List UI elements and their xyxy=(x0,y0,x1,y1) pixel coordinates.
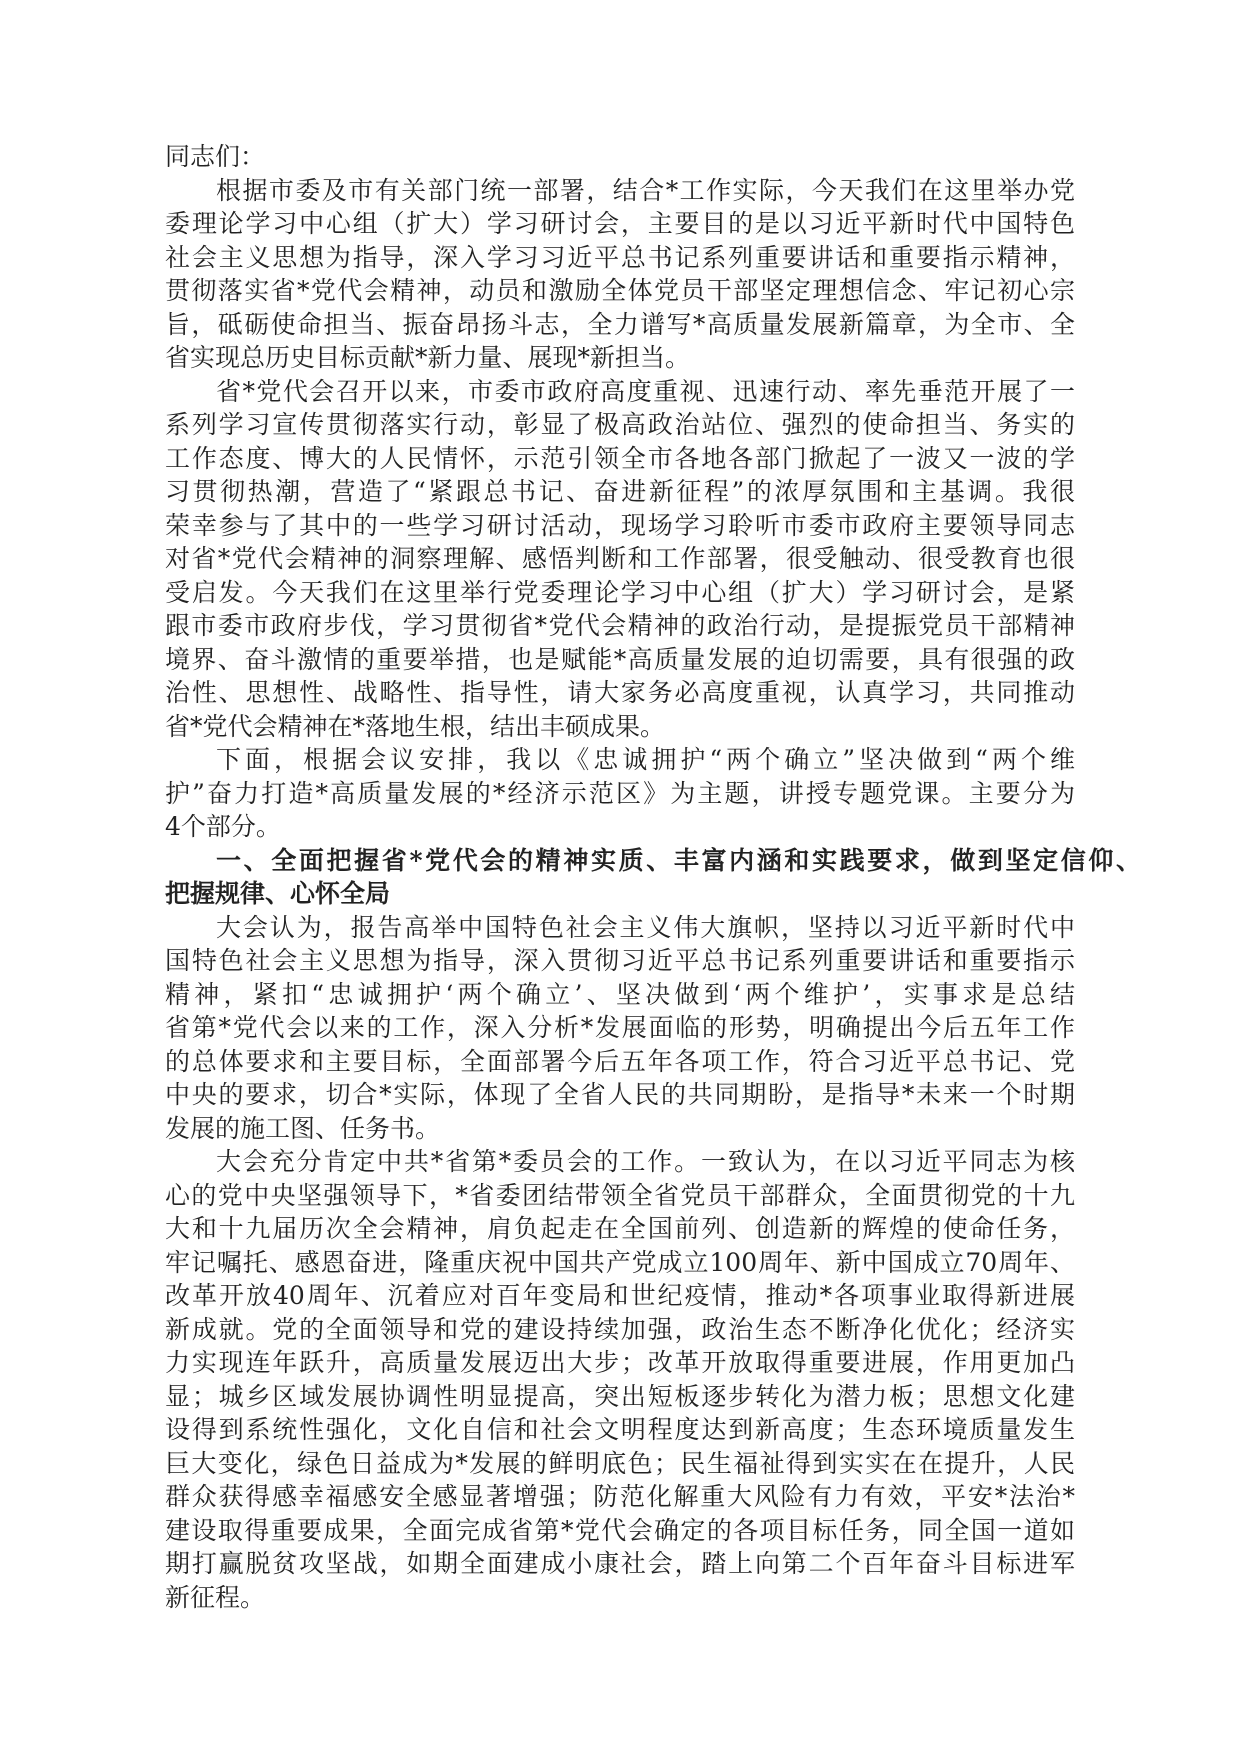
text-line: 牢记嘱托、感恩奋进，隆重庆祝中国共产党成立100周年、新中国成立70周年、 xyxy=(165,1247,1075,1277)
text-line: 大和十九届历次全会精神，肩负起走在全国前列、创造新的辉煌的使命任务， xyxy=(165,1214,1075,1243)
text-line: 心的党中央坚强领导下，*省委团结带领全省党员干部群众，全面贯彻党的十九 xyxy=(165,1180,1075,1210)
text-line: 新成就。党的全面领导和党的建设持续加强，政治生态不断净化优化；经济实 xyxy=(165,1314,1075,1344)
text-line: 4个部分。 xyxy=(165,812,281,841)
text-line: 国特色社会主义思想为指导，深入贯彻习近平总书记系列重要讲话和重要指示 xyxy=(165,946,1075,975)
text-line: 建设取得重要成果，全面完成省第*党代会确定的各项目标任务，同全国一道如 xyxy=(165,1515,1075,1545)
paragraph-achievements xyxy=(165,1145,1075,1614)
text-line: 巨大变化，绿色日益成为*发展的鲜明底色；民生福祉得到实实在在提升，人民 xyxy=(165,1448,1075,1478)
text-line: 习贯彻热潮，营造了“紧跟总书记、奋进新征程”的浓厚氛围和主基调。我很 xyxy=(165,477,1075,506)
text-line: 护”奋力打造*高质量发展的*经济示范区》为主题，讲授专题党课。主要分为 xyxy=(165,778,1075,808)
heading-line: 把握规律、心怀全局 xyxy=(165,879,391,908)
heading-line: 一、全面把握省*党代会的精神实质、丰富内涵和实践要求，做到坚定信仰、 xyxy=(216,845,1141,875)
paragraph-agenda xyxy=(165,743,1075,844)
text-line: 下面，根据会议安排，我以《忠诚拥护“两个确立”坚决做到“两个维 xyxy=(216,745,1075,774)
text-line: 发展的施工图、任务书。 xyxy=(165,1113,441,1143)
text-line: 改革开放40周年、沉着应对百年变局和世纪疫情，推动*各项事业取得新进展 xyxy=(165,1281,1075,1310)
paragraph-intro xyxy=(165,174,1075,375)
text-line: 治性、思想性、战略性、指导性，请大家务必高度重视，认真学习，共同推动 xyxy=(165,678,1075,707)
text-line: 期打赢脱贫攻坚战，如期全面建成小康社会，踏上向第二个百年奋斗目标进军 xyxy=(165,1549,1075,1578)
text-line: 的总体要求和主要目标，全面部署今后五年各项工作，符合习近平总书记、党 xyxy=(165,1046,1075,1076)
text-line: 跟市委市政府步伐，学习贯彻省*党代会精神的政治行动，是提振党员干部精神 xyxy=(165,611,1075,640)
text-line: 大会认为，报告高举中国特色社会主义伟大旗帜，坚持以习近平新时代中 xyxy=(216,912,1075,942)
text-line: 荣幸参与了其中的一些学习研讨活动，现场学习聆听市委市政府主要领导同志 xyxy=(165,510,1075,540)
text-line: 委理论学习中心组（扩大）学习研讨会，主要目的是以习近平新时代中国特色 xyxy=(165,209,1075,238)
text-line: 境界、奋斗激情的重要举措，也是赋能*高质量发展的迫切需要，具有很强的政 xyxy=(165,644,1075,674)
text-line: 设得到系统性强化，文化自信和社会文明程度达到新高度；生态环境质量发生 xyxy=(165,1415,1075,1444)
text-line: 社会主义思想为指导，深入学习习近平总书记系列重要讲话和重要指示精神， xyxy=(165,242,1075,272)
text-line: 力实现连年跃升，高质量发展迈出大步；改革开放取得重要进展，作用更加凸 xyxy=(165,1348,1075,1377)
paragraph-background xyxy=(165,375,1075,744)
salutation: 同志们： xyxy=(165,142,266,171)
text-line: 省第*党代会以来的工作，深入分析*发展面临的形势，明确提出今后五年工作 xyxy=(165,1013,1075,1042)
text-line: 对省*党代会精神的洞察理解、感悟判断和工作部署，很受触动、很受教育也很 xyxy=(165,544,1075,573)
text-line: 工作态度、博大的人民情怀，示范引领全市各地各部门掀起了一波又一波的学 xyxy=(165,443,1075,473)
text-line: 旨，砥砺使命担当、振奋昂扬斗志，全力谱写*高质量发展新篇章，为全市、全 xyxy=(165,309,1075,339)
text-line: 新征程。 xyxy=(165,1582,266,1612)
text-line: 省*党代会召开以来，市委市政府高度重视、迅速行动、率先垂范开展了一 xyxy=(216,376,1075,406)
text-line: 贯彻落实省*党代会精神，动员和激励全体党员干部坚定理想信念、牢记初心宗 xyxy=(165,276,1075,305)
text-line: 受启发。今天我们在这里举行党委理论学习中心组（扩大）学习研讨会，是紧 xyxy=(165,577,1075,607)
text-line: 大会充分肯定中共*省第*委员会的工作。一致认为，在以习近平同志为核 xyxy=(216,1147,1075,1176)
text-line: 省实现总历史目标贡献*新力量、展现*新担当。 xyxy=(165,343,691,372)
text-line: 根据市委及市有关部门统一部署，结合*工作实际，今天我们在这里举办党 xyxy=(216,175,1075,205)
text-line: 系列学习宣传贯彻落实行动，彰显了极高政治站位、强烈的使命担当、务实的 xyxy=(165,410,1075,439)
section-heading xyxy=(165,844,1141,911)
text-line: 群众获得感幸福感安全感显著增强；防范化解重大风险有力有效，平安*法治* xyxy=(165,1482,1075,1511)
document-page xyxy=(165,140,1141,1614)
paragraph-congress-view xyxy=(165,911,1075,1146)
text-line: 精神，紧扣“忠诚拥护‘两个确立’、坚决做到‘两个维护’，实事求是总结 xyxy=(165,979,1075,1009)
text-line: 省*党代会精神在*落地生根，结出丰硕成果。 xyxy=(165,711,666,741)
text-line: 中央的要求，切合*实际，体现了全省人民的共同期盼，是指导*未来一个时期 xyxy=(165,1080,1075,1109)
text-line: 显；城乡区域发展协调性明显提高，突出短板逐步转化为潜力板；思想文化建 xyxy=(165,1381,1075,1411)
